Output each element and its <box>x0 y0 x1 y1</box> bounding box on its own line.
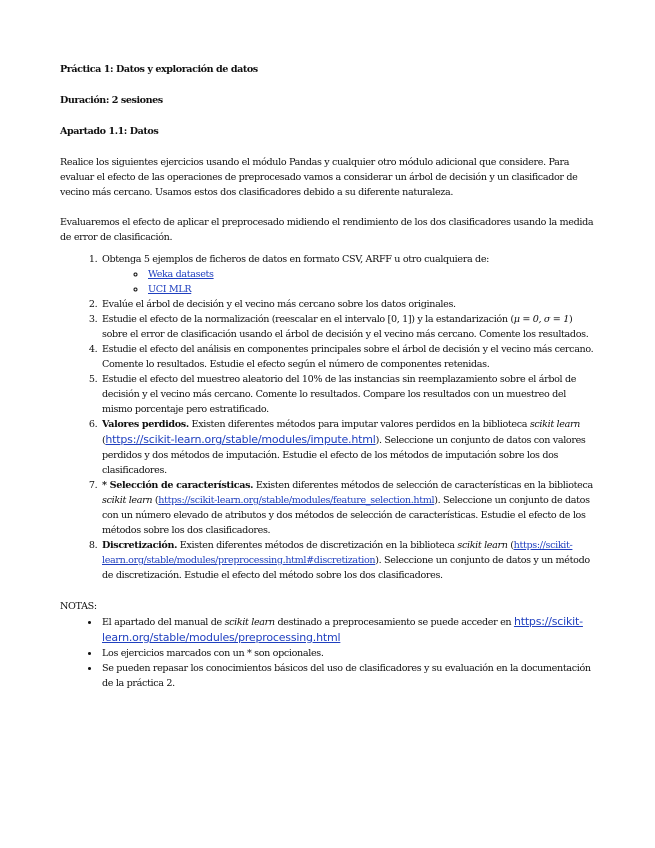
exercise-5-text: Estudie el efecto del muestreo aleatorio del 10% de las instancias sin reemplazamiento sobre el árbol de decisión y el vecino más cercano. Comente lo resultados. Compare los resultados con un muestreo del mismo porcentaje pero estratificado. <box>102 374 577 415</box>
exercise-7-library: scikit learn <box>102 495 153 506</box>
note-1-mid: destinado a preprocesamiento se puede acceder en <box>274 617 514 628</box>
impute-docs-link[interactable]: https://scikit-learn.org/stable/modules/impute.html <box>105 433 376 446</box>
exercise-3-post: ) sobre el error de clasificación usando el árbol de decisión y el vecino más cercano. Comente los resultados. <box>102 314 589 340</box>
exercise-8-library: scikit learn <box>457 540 508 551</box>
exercise-8-pre: Existen diferentes métodos de discretización en la biblioteca <box>177 540 458 551</box>
exercise-4-text: Estudie el efecto del análisis en componentes principales sobre el árbol de decisión y el vecino más cercano. Comente lo resultados. Estudie el efecto según el número de componentes retenidas. <box>102 344 594 370</box>
exercise-3-pre: Estudie el efecto de la normalización (reescalar en el intervalo [0, 1]) y la estandarización ( <box>102 314 514 325</box>
weka-datasets-link[interactable]: Weka datasets <box>148 269 214 280</box>
note-1-pre: El apartado del manual de <box>102 617 225 628</box>
section-heading: Apartado 1.1: Datos <box>60 126 159 137</box>
uci-mlr-link[interactable]: UCI MLR <box>148 284 192 295</box>
exercise-item <box>100 342 595 372</box>
exercise-1-text: Obtenga 5 ejemplos de ficheros de datos en formato CSV, ARFF u otro cualquiera de: <box>102 254 490 265</box>
dataset-source-item <box>146 267 595 282</box>
note-2-text: Los ejercicios marcados con un * son opcionales. <box>102 648 324 659</box>
exercise-item <box>100 538 595 583</box>
exercise-item <box>100 417 595 478</box>
exercise-8-post: ). Seleccione un conjunto de datos y un método de discretización. Estudie el efecto del método sobre los dos clasificadores. <box>102 555 590 581</box>
note-item <box>100 646 595 661</box>
note-3-text: Se pueden repasar los conocimientos básicos del uso de clasificadores y su evaluación en la documentación de la práctica 2. <box>102 663 591 689</box>
exercise-list <box>60 252 595 583</box>
exercise-item <box>100 478 595 538</box>
feature-selection-docs-link[interactable]: https://scikit-learn.org/stable/modules/feature_selection.html <box>158 495 435 506</box>
exercise-2-text: Evalúe el árbol de decisión y el vecino más cercano sobre los datos originales. <box>102 299 456 310</box>
exercise-6-open: ( <box>102 435 106 446</box>
exercise-item <box>100 372 595 417</box>
exercise-item <box>100 297 595 312</box>
exercise-6-post: ). Seleccione un conjunto de datos con valores perdidos y dos métodos de imputación. Estudie el efecto de los métodos de imputación sobre los dos clasificadores. <box>102 435 586 476</box>
notes-title: NOTAS: <box>60 601 97 612</box>
note-item <box>100 661 595 691</box>
exercise-7-pre: Existen diferentes métodos de selección de características en la biblioteca <box>253 480 593 491</box>
dataset-source-item <box>146 282 595 297</box>
notes-list <box>60 614 595 691</box>
exercise-6-library: scikit learn <box>529 419 581 430</box>
note-1-library: scikit learn <box>224 617 275 628</box>
exercise-6-pre: Existen diferentes métodos para imputar valores perdidos en la biblioteca <box>188 419 530 430</box>
exercise-item <box>100 312 595 342</box>
document-title: Práctica 1: Datos y exploración de datos <box>60 64 258 75</box>
dataset-source-list <box>102 267 595 297</box>
intro-paragraph: Realice los siguientes ejercicios usando el módulo Pandas y cualquier otro módulo adicional que considere. Para evaluar el efecto de las operaciones de preprocesado vamos a considerar un árbol de decisión y un clasificador de vecino más cercano. Usamos estos dos clasificadores debido a su diferente naturaleza. <box>60 157 578 198</box>
evaluation-paragraph: Evaluaremos el efecto de aplicar el preprocesado midiendo el rendimiento de los dos clasificadores usando la medida de error de clasificación. <box>60 217 594 243</box>
duration-heading: Duración: 2 sesiones <box>60 95 163 106</box>
exercise-7-open: ( <box>152 495 159 506</box>
exercise-8-open: ( <box>507 540 514 551</box>
standardization-formula: μ = 0, σ = 1 <box>513 314 569 325</box>
exercise-7-post: ). Seleccione un conjunto de datos con un número elevado de atributos y dos métodos de selección de características. Estudie el efecto de los métodos sobre los dos clasificadores. <box>102 495 590 536</box>
exercise-6-heading: Valores perdidos. <box>102 419 189 430</box>
exercise-7-heading: * Selección de características. <box>102 480 254 491</box>
preprocessing-docs-link[interactable]: https://scikit-learn.org/stable/modules/preprocessing.html <box>102 615 583 644</box>
note-item <box>100 614 595 646</box>
exercise-item <box>100 252 595 297</box>
discretization-docs-link[interactable]: https://scikit-learn.org/stable/modules/preprocessing.html#discretization <box>102 540 573 566</box>
exercise-8-heading: Discretización. <box>102 540 178 551</box>
